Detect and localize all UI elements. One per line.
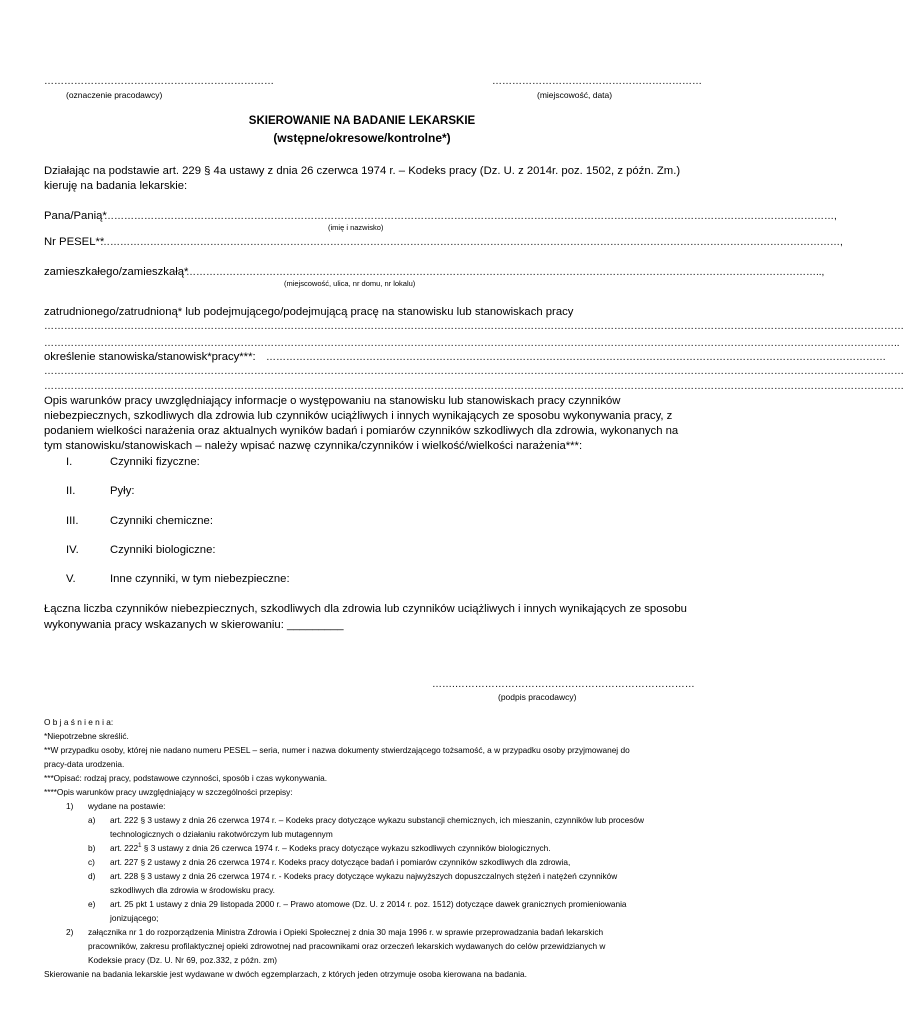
pesel-field[interactable]: ……………………………………………………………………………………………………………………………………………………………………………………………………, — [100, 237, 843, 248]
note-e-line-2: jonizującego; — [110, 913, 159, 923]
total-line-1: Łączna liczba czynników niebezpiecznych, szkodliwych dla zdrowia lub czynników uciążliwych i innych wynikających ze sposobu — [44, 603, 687, 615]
note-e-number: e) — [88, 899, 96, 909]
note-item-1-number: 1) — [66, 801, 74, 811]
workplace-line-2[interactable]: ………………………………………………………………………………………………………………………………………………………………………………………………………………………………….. — [44, 338, 900, 349]
signature-dots: …….……………………………………………………………… — [432, 679, 695, 690]
document-subtitle: (wstępne/okresowe/kontrolne*) — [273, 131, 451, 145]
address-label: zamieszkałego/zamieszkałą* — [44, 266, 189, 278]
signature-label: (podpis pracodawcy) — [498, 692, 577, 702]
note-b-number: b) — [88, 843, 96, 853]
note-d-number: d) — [88, 871, 96, 881]
factor-number: V. — [66, 573, 76, 585]
note-2-cont: pracy-data urodzenia. — [44, 759, 125, 769]
note-b-line — [110, 843, 551, 853]
conditions-line-1: Opis warunków pracy uwzględniający informacje o występowaniu na stanowisku lub stanowiskach pracy czynników — [44, 395, 621, 407]
note-d-line-1: art. 228 § 3 ustawy z dnia 26 czerwca 1974 r. - Kodeks pracy dotyczące wykazu najwyższych dopuszczalnych stężeń i natężeń czynników — [110, 871, 618, 881]
note-e-line-1: art. 25 pkt 1 ustawy z dnia 29 listopada 2000 r. – Prawo atomowe (Dz. U. z 2014 r. poz. 1512) dotyczące dawek granicznych promieniowania — [110, 899, 627, 909]
factor-number: II. — [66, 485, 76, 497]
note-1: *Niepotrzebne skreślić. — [44, 731, 129, 741]
address-field[interactable]: ……………………………………………………………………………………………………………………………………………………………………….., — [186, 267, 825, 278]
name-label: Pana/Panią* — [44, 210, 107, 222]
intro-line-1: Działając na podstawie art. 229 § 4a ustawy z dnia 26 czerwca 1974 r. – Kodeks pracy (Dz. U. z 2014r. poz. 1502, z późn. Zm.) — [44, 165, 681, 177]
position-field[interactable]: …………………………………………………………………………………………………………………………………………………………………… — [266, 352, 886, 363]
note-item-1-text: wydane na postawie: — [88, 801, 166, 811]
factor-biological: Czynniki biologiczne: — [110, 544, 216, 556]
employment-text: zatrudnionego/zatrudnioną* lub podejmującego/podejmującą pracę na stanowisku lub stanowiskach pracy — [44, 306, 574, 318]
conditions-line-4: tym stanowisku/stanowiskach – należy wpisać nazwę czynnika/czynników i wielkość/wielkości narażenia***: — [44, 440, 583, 452]
note-4: ****Opis warunków pracy uwzględniający w szczególności przepisy: — [44, 787, 293, 797]
position-line-2[interactable]: …………………………………………………………………………………………………………………………………………………………………………………………………………………………………… — [44, 366, 904, 377]
address-hint: (miejscowość, ulica, nr domu, nr lokalu) — [284, 279, 416, 288]
total-line-2: wykonywania pracy wskazanych w skierowaniu: _________ — [44, 619, 344, 631]
note-b-post: § 3 ustawy z dnia 26 czerwca 1974 r. – Kodeks pracy dotyczące wykazu szkodliwych czynników biologicznych. — [141, 843, 551, 853]
note-c-line: art. 227 § 2 ustawy z dnia 26 czerwca 1974 r. Kodeks pracy dotyczące badań i pomiarów czynników szkodliwych dla zdrowia, — [110, 857, 571, 867]
note-3: ***Opisać: rodzaj pracy, podstawowe czynności, sposób i czas wykonywania. — [44, 773, 327, 783]
note-a-line-1: art. 222 § 3 ustawy z dnia 26 czerwca 1974 r. – Kodeks pracy dotyczące wykazu substancji chemicznych, ich mieszanin, czynników lub procesów — [110, 815, 645, 825]
factor-dusts: Pyły: — [110, 485, 135, 497]
factor-other: Inne czynniki, w tym niebezpieczne: — [110, 573, 290, 585]
employer-dots: …………………………………………………………… — [44, 76, 274, 87]
notes-heading: O b j a ś n i e n i a: — [44, 717, 114, 727]
note-2: **W przypadku osoby, której nie nadano numeru PESEL – seria, numer i nazwa dokumenty stwierdzającego tożsamość, a w przypadku osoby przyjmowanej do — [44, 745, 630, 755]
employer-label: (oznaczenie pracodawcy) — [66, 90, 163, 100]
place-date-label: (miejscowość, data) — [537, 90, 613, 100]
conditions-line-2: niebezpiecznych, szkodliwych dla zdrowia lub czynników uciążliwych i innych wynikających ze sposobu wykonywania pracy, z — [44, 410, 673, 422]
note-item-2-line-2: pracowników, zakresu profilaktycznej opieki zdrowotnej nad pracownikami oraz orzeczeń lekarskich wydawanych do celów przewidzianych w — [88, 941, 606, 951]
name-hint: (imię i nazwisko) — [328, 223, 384, 232]
position-label: określenie stanowiska/stanowisk*pracy***: — [44, 351, 256, 363]
note-b-pre: art. 222 — [110, 843, 139, 853]
note-a-line-2: technologicznych o działaniu rakotwórczym lub mutagennym — [110, 829, 333, 839]
note-c-number: c) — [88, 857, 95, 867]
pesel-label: Nr PESEL** — [44, 236, 105, 248]
factor-number: I. — [66, 456, 73, 468]
factor-number: IV. — [66, 544, 79, 556]
note-item-2-line-1: załącznika nr 1 do rozporządzenia Ministra Zdrowia i Opieki Społecznej z dnia 30 maja 1996 r. w sprawie przeprowadzania badań lekarskich — [88, 927, 604, 937]
workplace-line-1[interactable]: …………………………………………………………………………………………………………………………………………………………………………………………………………………………………… — [44, 321, 904, 332]
name-field[interactable]: …………………………………………………………………………………………………………………………………………………………………………………………………, — [104, 211, 837, 222]
document-title: SKIEROWANIE NA BADANIE LEKARSKIE — [248, 115, 476, 127]
place-date-dots: ……………………………………………………… — [492, 76, 702, 87]
note-b-superscript: 1 — [138, 843, 142, 850]
note-d-line-2: szkodliwych dla zdrowia w środowisku pracy. — [110, 885, 275, 895]
note-item-2-number: 2) — [66, 927, 74, 937]
intro-line-2: kieruję na badania lekarskie: — [44, 180, 188, 192]
position-line-3[interactable]: …………………………………………………………………………………………………………………………………………………………………………………………………………………………………… — [44, 381, 904, 392]
note-item-2-line-3: Kodeksie pracy (Dz. U. Nr 69, poz.332, z późn. zm) — [88, 955, 278, 965]
factor-chemical: Czynniki chemiczne: — [110, 515, 213, 527]
factor-number: III. — [66, 515, 79, 527]
note-a-number: a) — [88, 815, 96, 825]
conditions-line-3: podaniem wielkości narażenia oraz aktualnych wyników badań i pomiarów czynników szkodliwych dla zdrowia, wykonanych na — [44, 425, 679, 437]
factor-physical: Czynniki fizyczne: — [110, 456, 200, 468]
final-note: Skierowanie na badania lekarskie jest wydawane w dwóch egzemplarzach, z których jeden otrzymuje osoba kierowana na badania. — [44, 969, 527, 979]
